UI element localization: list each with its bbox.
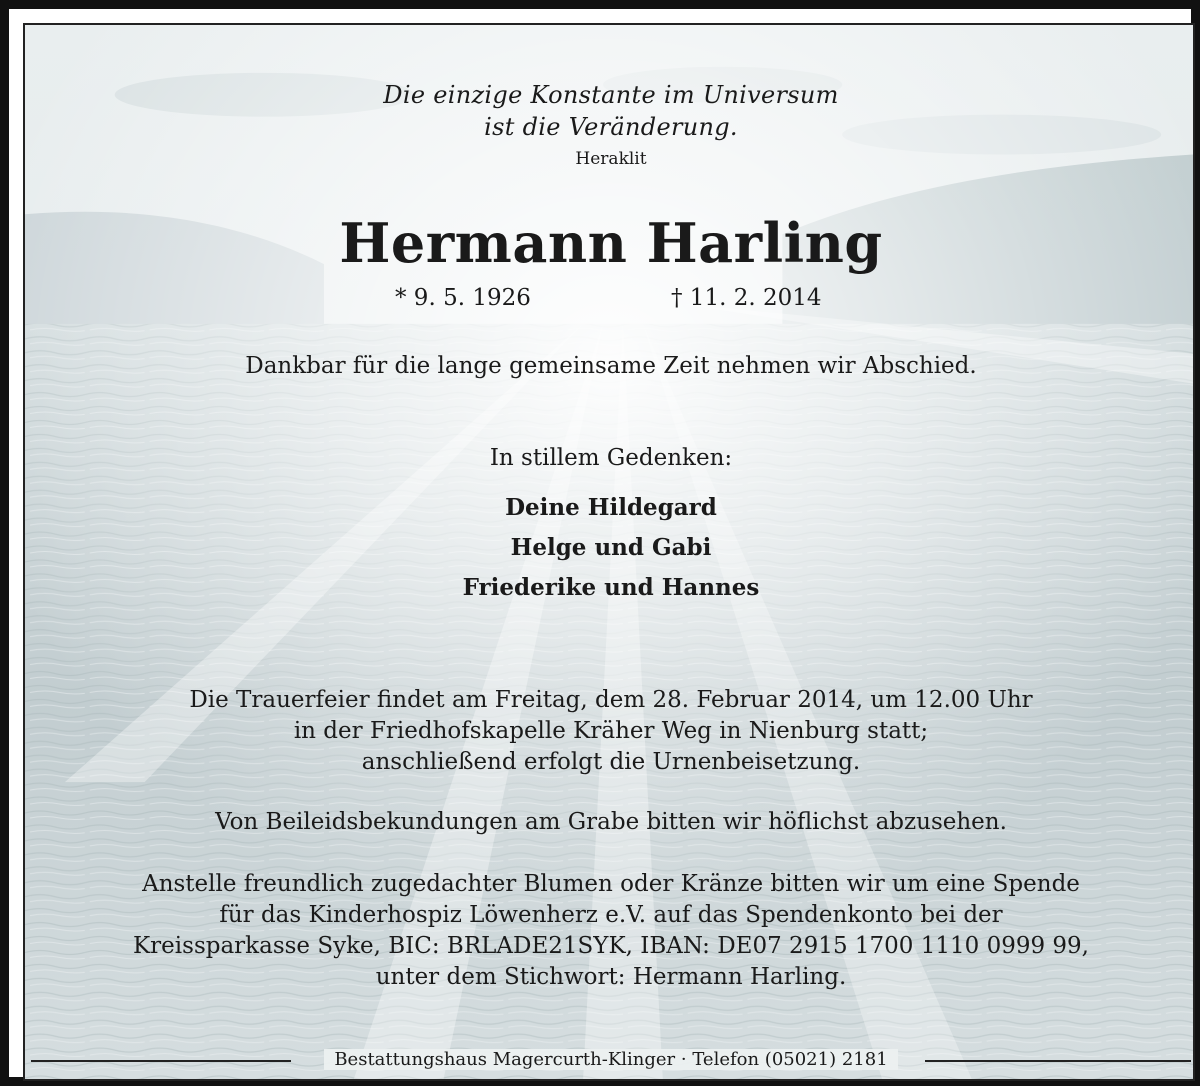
donation-line-3: Kreissparkasse Syke, BIC: BRLADE21SYK, IBAN: DE07 2915 1700 1110 0999 99, bbox=[133, 933, 1089, 959]
ceremony-line-3: anschließend erfolgt die Urnenbeisetzung. bbox=[361, 749, 861, 775]
quote-line-2: ist die Veränderung. bbox=[484, 113, 738, 141]
farewell-text: Dankbar für die lange gemeinsame Zeit nehmen wir Abschied. bbox=[245, 353, 977, 379]
quote-line-1: Die einzige Konstante im Universum bbox=[383, 81, 839, 109]
condolence-note: Von Beileidsbekundungen am Grabe bitten wir höflichst abzusehen. bbox=[215, 809, 1007, 835]
deceased-name: Hermann Harling bbox=[339, 211, 883, 275]
donation-line-2: für das Kinderhospiz Löwenherz e.V. auf das Spendenkonto bei der bbox=[219, 902, 1003, 928]
donation-line-1: Anstelle freundlich zugedachter Blumen oder Kränze bitten wir um eine Spende bbox=[142, 871, 1080, 897]
birth-date: * 9. 5. 1926 bbox=[395, 285, 531, 311]
footer-text: Bestattungshaus Magercurth-Klinger · Telefon (05021) 2181 bbox=[324, 1049, 897, 1070]
mourner-2: Helge und Gabi bbox=[510, 534, 712, 561]
funeral-home-footer bbox=[25, 1049, 1195, 1070]
remembrance-label: In stillem Gedenken: bbox=[489, 445, 733, 471]
death-date: † 11. 2. 2014 bbox=[671, 285, 822, 311]
obituary-card bbox=[23, 23, 1195, 1081]
donation-line-4: unter dem Stichwort: Hermann Harling. bbox=[375, 964, 847, 990]
quote-author: Heraklit bbox=[575, 149, 647, 169]
obituary-text bbox=[25, 25, 1195, 1081]
mourner-3: Friederike und Hannes bbox=[462, 574, 760, 601]
ceremony-line-1: Die Trauerfeier findet am Freitag, dem 28. Februar 2014, um 12.00 Uhr bbox=[189, 687, 1033, 713]
ceremony-line-2: in der Friedhofskapelle Kräher Weg in Nienburg statt; bbox=[293, 718, 929, 744]
mourner-1: Deine Hildegard bbox=[505, 494, 717, 521]
